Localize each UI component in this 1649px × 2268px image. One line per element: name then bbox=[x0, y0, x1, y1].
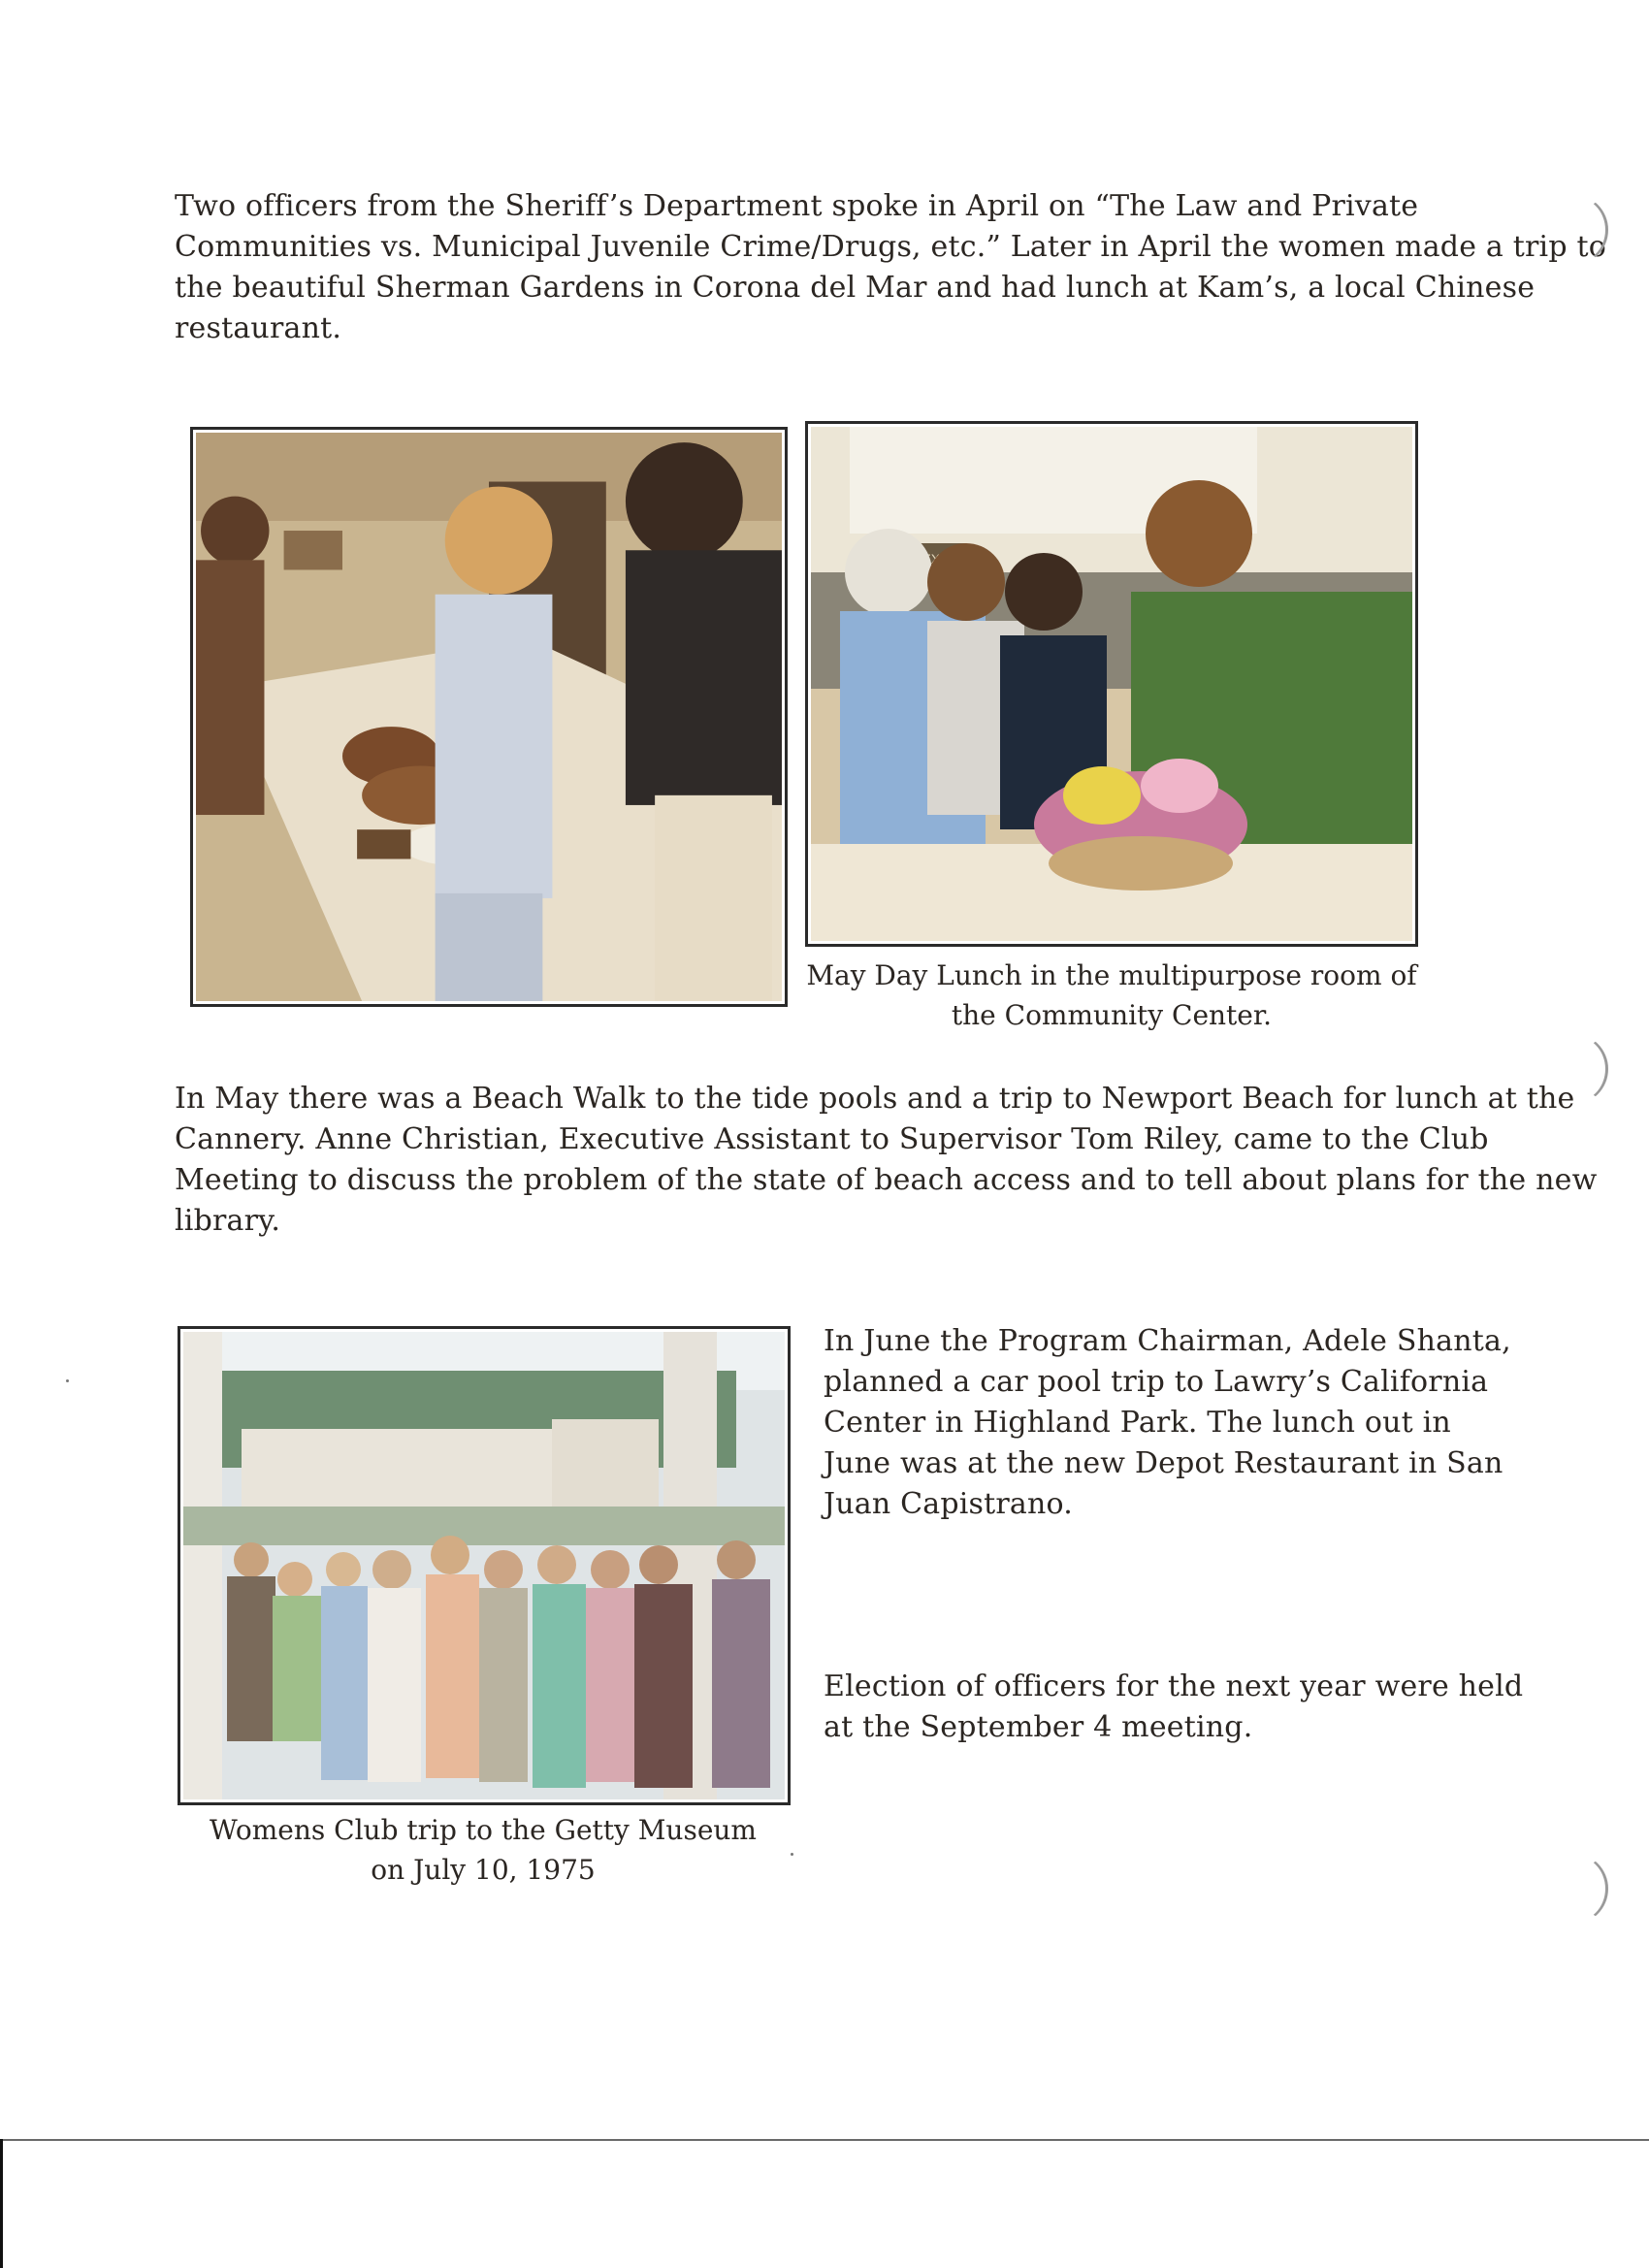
scan-speck bbox=[791, 1853, 793, 1856]
paragraph-line: Two officers from the Sheriff’s Department spoke in April on “The Law and Private bbox=[175, 189, 1419, 223]
photo-may-day-lunch bbox=[805, 421, 1418, 947]
paragraph-line: planned a car pool trip to Lawry’s California bbox=[824, 1365, 1489, 1399]
paragraph-line: Meeting to discuss the problem of the state of beach access and to tell about plans for the new bbox=[175, 1163, 1598, 1197]
scan-edge-mark bbox=[0, 2139, 3, 2268]
caption-line: May Day Lunch in the multipurpose room of bbox=[806, 959, 1417, 991]
paragraph-june bbox=[824, 1321, 1511, 1525]
photo-getty-museum bbox=[178, 1326, 791, 1805]
buffet-photo-image bbox=[196, 433, 782, 1001]
paragraph-line: library. bbox=[175, 1204, 281, 1238]
paragraph-election bbox=[824, 1667, 1523, 1748]
getty-photo-image bbox=[183, 1332, 785, 1799]
paragraph-line: Election of officers for the next year were held bbox=[824, 1669, 1524, 1703]
paragraph-line: In June the Program Chairman, Adele Shanta, bbox=[824, 1324, 1511, 1358]
paragraph-line: Communities vs. Municipal Juvenile Crime/Drugs, etc.” Later in April the women made a trip to bbox=[175, 230, 1606, 264]
paragraph-line: the beautiful Sherman Gardens in Corona del Mar and had lunch at Kam’s, a local Chinese bbox=[175, 271, 1536, 305]
punch-hole-mark bbox=[1547, 1033, 1608, 1105]
paragraph-line: Cannery. Anne Christian, Executive Assistant to Supervisor Tom Riley, came to the Club bbox=[175, 1122, 1489, 1156]
paragraph-april bbox=[175, 186, 1606, 349]
paragraph-line: at the September 4 meeting. bbox=[824, 1710, 1253, 1744]
scan-edge-line bbox=[0, 2139, 1649, 2141]
caption-line: the Community Center. bbox=[951, 999, 1273, 1031]
caption-line: Womens Club trip to the Getty Museum bbox=[210, 1814, 757, 1846]
caption-may-day bbox=[801, 956, 1422, 1035]
paragraph-may bbox=[175, 1079, 1597, 1242]
punch-hole-mark bbox=[1547, 1853, 1608, 1925]
paragraph-line: Juan Capistrano. bbox=[824, 1487, 1073, 1521]
caption-getty bbox=[173, 1810, 793, 1890]
photo-buffet-line bbox=[190, 427, 788, 1007]
scan-speck bbox=[66, 1379, 69, 1382]
paragraph-line: In May there was a Beach Walk to the tide pools and a trip to Newport Beach for lunch at the bbox=[175, 1082, 1575, 1116]
caption-line: on July 10, 1975 bbox=[371, 1854, 596, 1886]
paragraph-line: June was at the new Depot Restaurant in San bbox=[824, 1446, 1504, 1480]
paragraph-line: restaurant. bbox=[175, 311, 342, 345]
paragraph-line: Center in Highland Park. The lunch out in bbox=[824, 1406, 1451, 1440]
may-day-photo-image bbox=[811, 427, 1412, 941]
